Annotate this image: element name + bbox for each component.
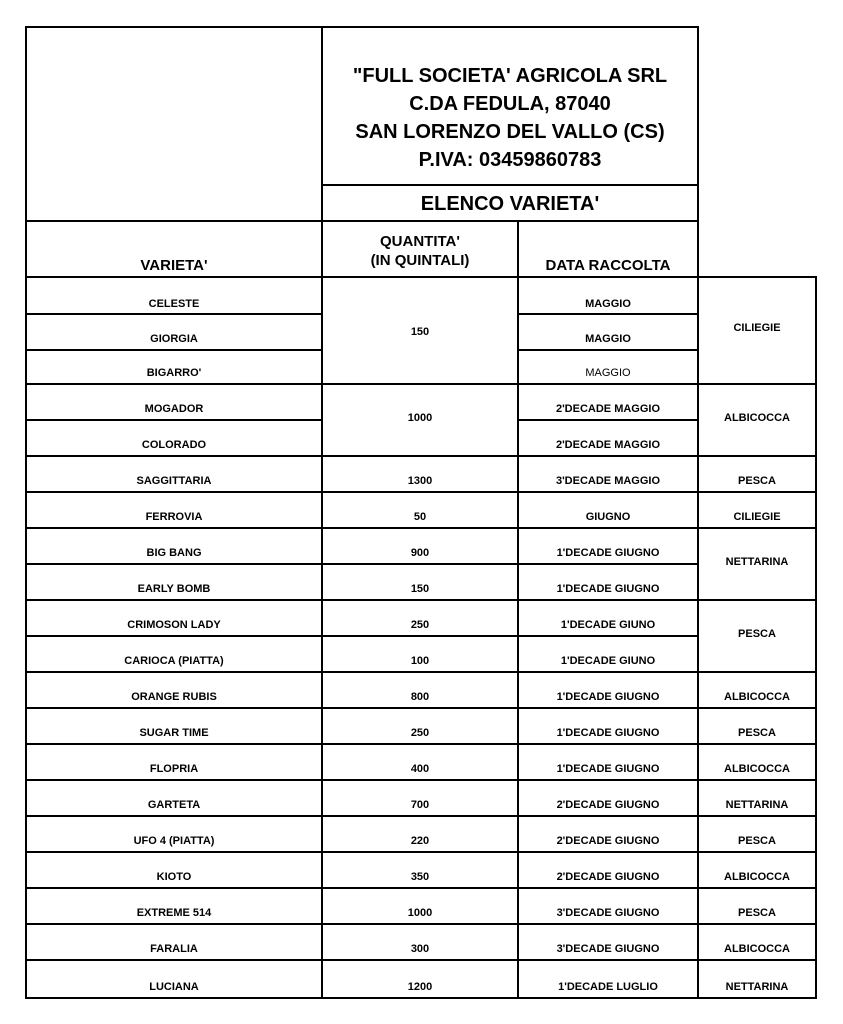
cell-data: 2'DECADE MAGGIO: [555, 403, 661, 415]
company-vat: P.IVA: 03459860783: [418, 149, 602, 171]
cell-varieta: SUGAR TIME: [139, 727, 209, 739]
cell-tipo-merged: PESCA: [738, 628, 776, 640]
cell-tipo-merged: CILIEGIE: [733, 322, 781, 334]
cell-varieta: FARALIA: [150, 943, 198, 955]
cell-data: 1'DECADE GIUNO: [560, 619, 656, 631]
col-header-quantita-line1: QUANTITA': [380, 233, 460, 250]
cell-varieta: LUCIANA: [149, 981, 199, 993]
border-bottom: [25, 997, 817, 999]
cell-tipo: ALBICOCCA: [724, 871, 790, 883]
col-header-quantita-line2: (IN QUINTALI): [370, 252, 470, 269]
cell-quantita: 1000: [407, 907, 433, 919]
cell-quantita: 1200: [407, 981, 433, 993]
row-line: [25, 383, 817, 385]
cell-quantita: 350: [410, 871, 430, 883]
cell-data: 1'DECADE GIUGNO: [556, 691, 660, 703]
cell-quantita: 250: [410, 619, 430, 631]
row-line: [25, 313, 321, 315]
row-line: [25, 491, 817, 493]
cell-quantita: 100: [410, 655, 430, 667]
cell-tipo: NETTARINA: [725, 981, 789, 993]
cell-data: 3'DECADE GIUGNO: [556, 907, 660, 919]
cell-varieta: SAGGITTARIA: [136, 475, 212, 487]
cell-quantita: 400: [410, 763, 430, 775]
cell-quantita: 250: [410, 727, 430, 739]
cell-quantita: 50: [413, 511, 427, 523]
header-divider: [321, 184, 699, 186]
cell-tipo: ALBICOCCA: [724, 943, 790, 955]
cell-varieta: BIG BANG: [146, 547, 202, 559]
row-line: [25, 779, 817, 781]
cell-varieta: GIORGIA: [150, 333, 198, 345]
cell-data: 2'DECADE GIUGNO: [556, 799, 660, 811]
cell-varieta: CRIMOSON LADY: [127, 619, 221, 631]
row-line: [25, 419, 321, 421]
col-header-data: DATA RACCOLTA: [545, 257, 671, 274]
row-line: [517, 313, 697, 315]
cell-data: MAGGIO: [585, 333, 631, 345]
cell-varieta: KIOTO: [156, 871, 192, 883]
row-line: [517, 419, 697, 421]
row-line: [25, 707, 817, 709]
cell-data: 1'DECADE GIUGNO: [556, 547, 660, 559]
cell-tipo-merged: NETTARINA: [725, 556, 789, 568]
cell-quantita: 1300: [407, 475, 433, 487]
cell-tipo: PESCA: [738, 907, 776, 919]
cell-data: 1'DECADE GIUGNO: [556, 583, 660, 595]
company-city: SAN LORENZO DEL VALLO (CS): [355, 121, 665, 143]
cell-data: 3'DECADE GIUGNO: [556, 943, 660, 955]
cell-varieta: COLORADO: [141, 439, 207, 451]
cell-data: MAGGIO: [585, 298, 631, 310]
row-line: [25, 635, 697, 637]
cell-varieta: BIGARRO': [146, 367, 202, 379]
cell-varieta: GARTETA: [147, 799, 201, 811]
cell-tipo-merged: ALBICOCCA: [724, 412, 790, 424]
company-name: "FULL SOCIETA' AGRICOLA SRL: [352, 65, 668, 87]
cell-tipo: ALBICOCCA: [724, 691, 790, 703]
cell-data: 2'DECADE MAGGIO: [555, 439, 661, 451]
company-address: C.DA FEDULA, 87040: [409, 93, 611, 115]
cell-quantita: 700: [410, 799, 430, 811]
subtitle-divider: [25, 220, 699, 222]
row-line: [25, 563, 697, 565]
row-line: [25, 743, 817, 745]
cell-tipo: PESCA: [738, 835, 776, 847]
cell-tipo: PESCA: [738, 727, 776, 739]
col-header-quantita: [323, 232, 517, 270]
row-line: [25, 959, 817, 961]
cell-data: 1'DECADE GIUGNO: [556, 727, 660, 739]
cell-varieta: FLOPRIA: [149, 763, 199, 775]
cell-quantita: 800: [410, 691, 430, 703]
cell-quantita: 150: [410, 583, 430, 595]
row-line: [25, 923, 817, 925]
cell-data: 2'DECADE GIUGNO: [556, 871, 660, 883]
document-subtitle: ELENCO VARIETA': [420, 193, 600, 215]
cell-quantita-merged: 1000: [407, 412, 433, 424]
cell-quantita: 220: [410, 835, 430, 847]
row-line: [25, 671, 817, 673]
border-top: [25, 26, 699, 28]
row-line: [25, 599, 817, 601]
cell-tipo: ALBICOCCA: [724, 763, 790, 775]
cell-varieta: CELESTE: [148, 298, 200, 310]
row-line: [25, 455, 817, 457]
cell-tipo: CILIEGIE: [733, 511, 781, 523]
row-line: [25, 527, 817, 529]
cell-data: 1'DECADE GIUNO: [560, 655, 656, 667]
cell-data: 2'DECADE GIUGNO: [556, 835, 660, 847]
cell-varieta: FERROVIA: [145, 511, 203, 523]
cell-tipo: PESCA: [738, 475, 776, 487]
cell-data: GIUGNO: [585, 511, 631, 523]
row-line: [25, 815, 817, 817]
row-line: [25, 887, 817, 889]
cell-quantita-merged: 150: [410, 326, 430, 338]
cell-data: MAGGIO: [585, 367, 631, 379]
row-line: [25, 349, 321, 351]
col-header-varieta: VARIETA': [140, 257, 208, 274]
cell-varieta: CARIOCA (PIATTA): [124, 655, 224, 667]
cell-tipo: NETTARINA: [725, 799, 789, 811]
cell-data: 3'DECADE MAGGIO: [555, 475, 661, 487]
cell-data: 1'DECADE LUGLIO: [558, 981, 658, 993]
row-line: [517, 349, 697, 351]
cell-varieta: MOGADOR: [144, 403, 204, 415]
company-header: [322, 62, 698, 174]
cell-quantita: 300: [410, 943, 430, 955]
cell-quantita: 900: [410, 547, 430, 559]
cell-varieta: ORANGE RUBIS: [131, 691, 217, 703]
cell-varieta: UFO 4 (PIATTA): [133, 835, 215, 847]
cell-varieta: EXTREME 514: [136, 907, 212, 919]
row-line: [25, 851, 817, 853]
cell-data: 1'DECADE GIUGNO: [556, 763, 660, 775]
cell-varieta: EARLY BOMB: [137, 583, 211, 595]
